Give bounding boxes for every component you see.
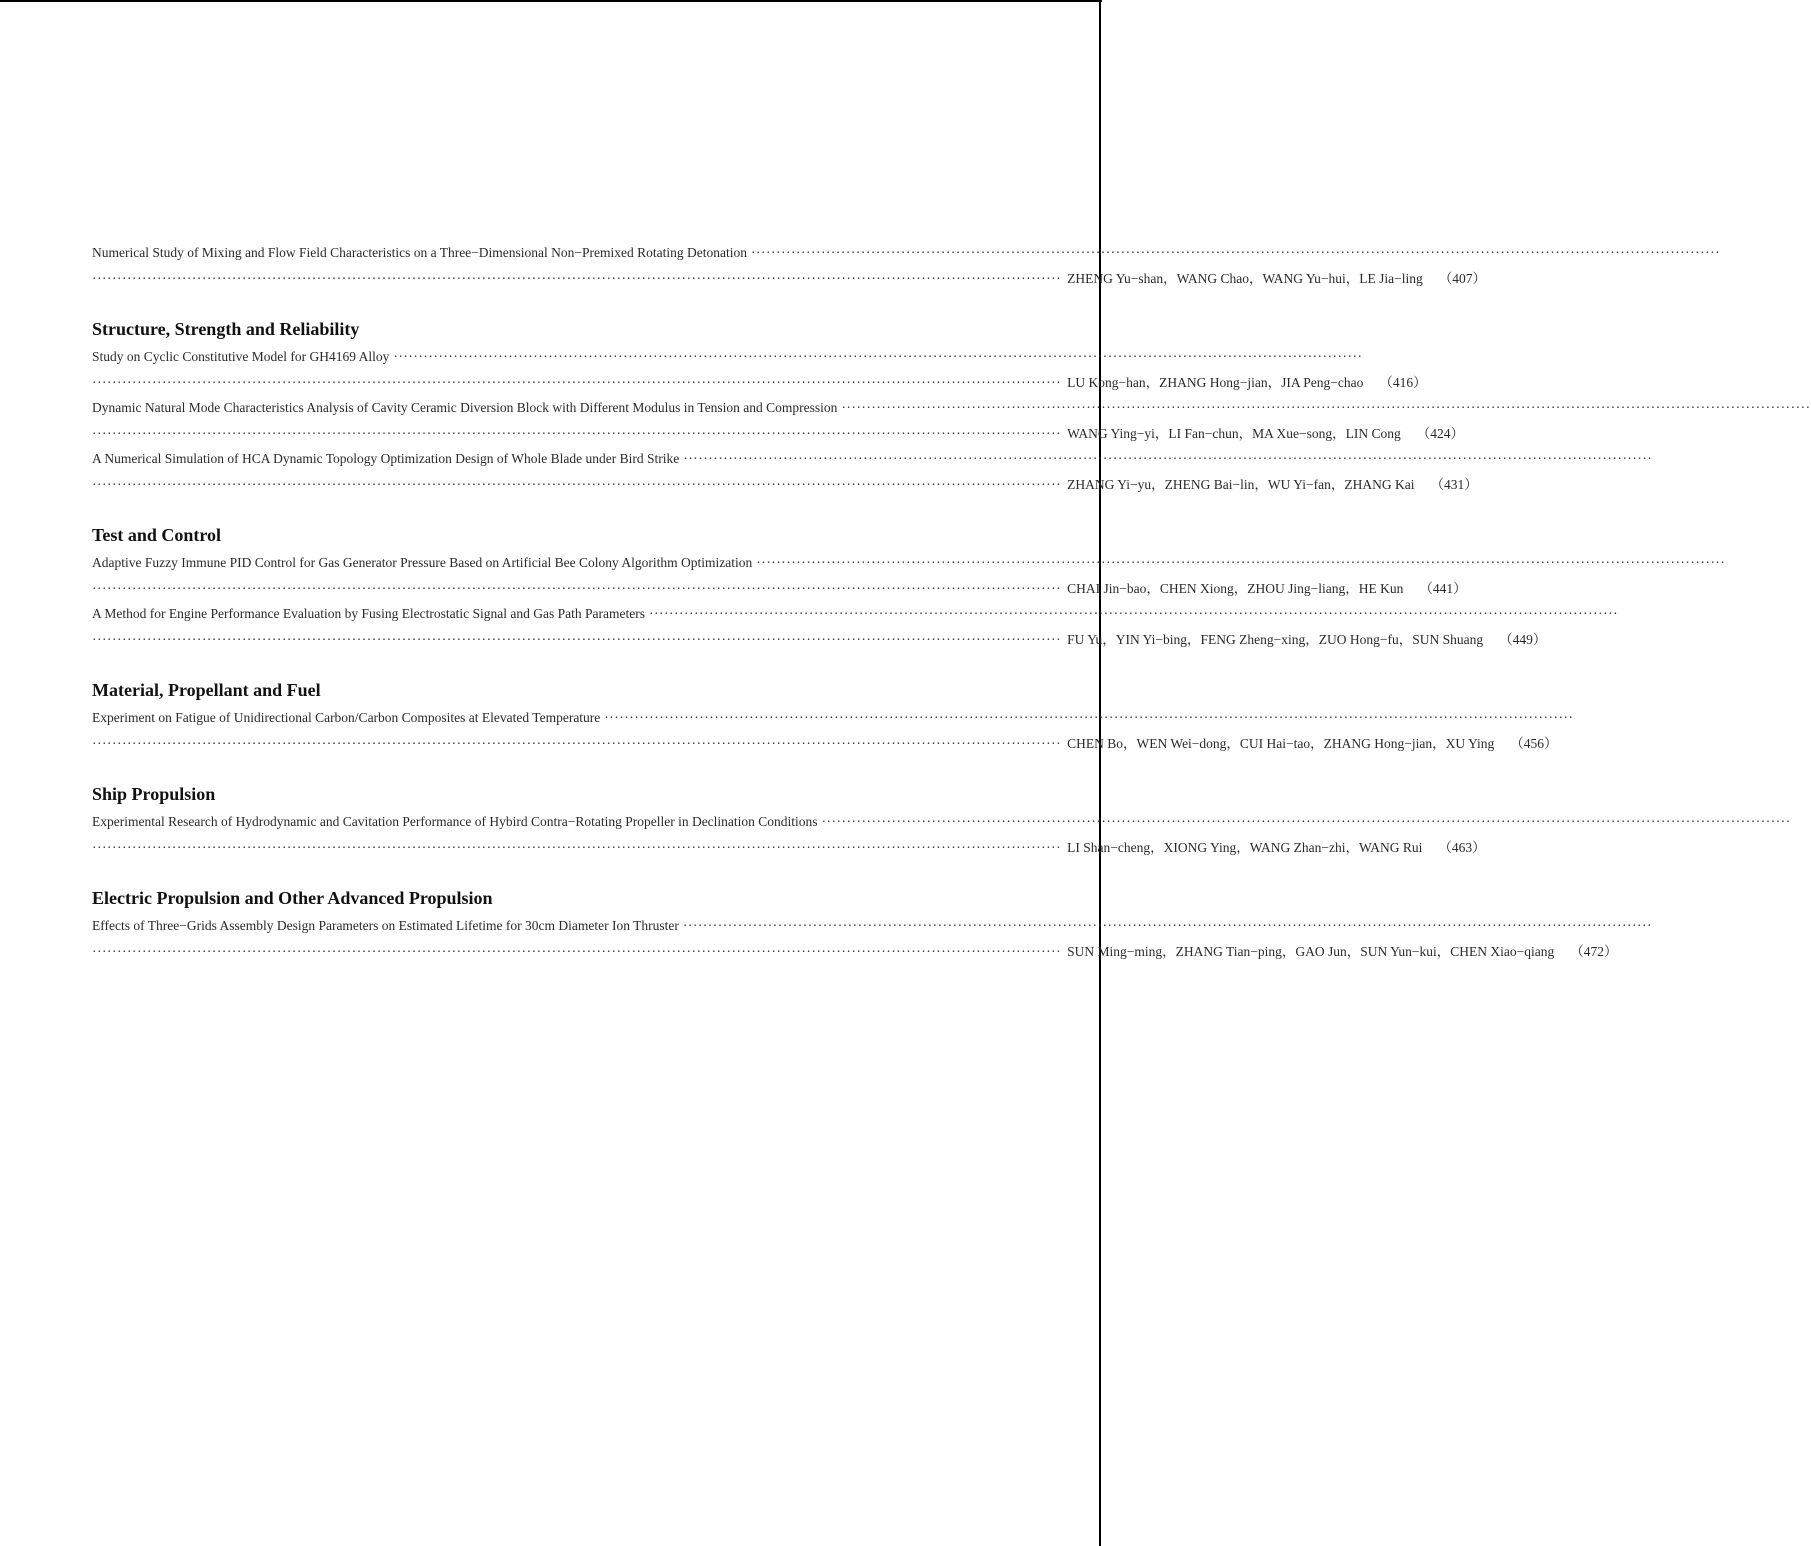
article-authors: WANG Ying−yi，LI Fan−chun，MA Xue−song，LIN Cong	[1067, 425, 1401, 441]
page-number: （407）	[1438, 270, 1486, 286]
leader-dots	[389, 344, 1362, 370]
leader-dots	[752, 550, 1725, 576]
toc-section	[92, 678, 1558, 756]
article-authors: ZHENG Yu−shan，WANG Chao，WANG Yu−hui，LE Jia−ling	[1067, 270, 1423, 286]
section-heading: Material, Propellant and Fuel	[92, 680, 321, 700]
leader-dots	[92, 472, 1061, 498]
page-number: （431）	[1430, 476, 1478, 492]
article-title[interactable]: Experimental Research of Hydrodynamic and Cavitation Performance of Hybird Contra−Rotating Propeller in Declination Conditions	[92, 814, 818, 829]
leader-dots	[600, 705, 1573, 731]
article-title[interactable]: Adaptive Fuzzy Immune PID Control for Gas Generator Pressure Based on Artificial Bee Colony Algorithm Optimization	[92, 555, 753, 570]
page-number: （472）	[1570, 943, 1618, 959]
toc-entry[interactable]	[92, 705, 1558, 756]
toc-entry[interactable]	[92, 809, 1486, 860]
article-title[interactable]: Effects of Three−Grids Assembly Design Parameters on Estimated Lifetime for 30cm Diameter Ion Thruster	[92, 918, 679, 933]
leader-dots	[818, 809, 1791, 835]
right-border	[1099, 0, 1101, 1546]
article-authors: SUN Ming−ming，ZHANG Tian−ping，GAO Jun，SUN Yun−kui，CHEN Xiao−qiang	[1067, 943, 1555, 959]
section-heading: Test and Control	[92, 525, 222, 545]
top-border	[0, 0, 1102, 2]
leader-dots	[92, 576, 1061, 602]
toc-entry[interactable]	[92, 913, 1618, 964]
leader-dots	[747, 240, 1720, 266]
toc-section	[92, 317, 1478, 497]
leader-dots	[92, 627, 1061, 653]
toc-entry[interactable]	[92, 446, 1478, 497]
leader-dots	[679, 446, 1652, 472]
section-heading: Structure, Strength and Reliability	[92, 319, 360, 339]
toc-entry[interactable]	[92, 550, 1467, 601]
toc-entry[interactable]	[92, 601, 1547, 652]
article-title[interactable]: A Numerical Simulation of HCA Dynamic Topology Optimization Design of Whole Blade under Bird Strike	[92, 451, 680, 466]
leader-dots	[837, 395, 1810, 421]
section-heading: Electric Propulsion and Other Advanced Propulsion	[92, 888, 493, 908]
toc-entry[interactable]	[92, 395, 1464, 446]
article-title[interactable]: Experiment on Fatigue of Unidirectional Carbon/Carbon Composites at Elevated Temperature	[92, 710, 601, 725]
toc-section	[92, 240, 1486, 291]
article-authors: FU Yu，YIN Yi−bing，FENG Zheng−xing，ZUO Hong−fu，SUN Shuang	[1067, 631, 1484, 647]
toc-section	[92, 782, 1486, 860]
leader-dots	[92, 939, 1061, 965]
page-number: （456）	[1510, 735, 1558, 751]
leader-dots	[92, 731, 1061, 757]
page-number: （441）	[1419, 580, 1467, 596]
leader-dots	[92, 835, 1061, 861]
article-authors: LU Kong−han，ZHANG Hong−jian，JIA Peng−chao	[1067, 374, 1364, 390]
article-title[interactable]: Numerical Study of Mixing and Flow Field Characteristics on a Three−Dimensional Non−Premixed Rotating Detonation	[92, 245, 747, 260]
page-number: （463）	[1438, 839, 1486, 855]
article-authors: ZHANG Yi−yu，ZHENG Bai−lin，WU Yi−fan，ZHANG Kai	[1067, 476, 1415, 492]
table-of-contents	[92, 240, 1618, 964]
article-title[interactable]: Dynamic Natural Mode Characteristics Analysis of Cavity Ceramic Diversion Block with Different Modulus in Tension and Compression	[92, 400, 838, 415]
article-authors: CHEN Bo，WEN Wei−dong，CUI Hai−tao，ZHANG Hong−jian，XU Ying	[1067, 735, 1495, 751]
leader-dots	[92, 421, 1061, 447]
leader-dots	[92, 266, 1061, 292]
page-number: （416）	[1379, 374, 1427, 390]
article-authors: LI Shan−cheng，XIONG Ying，WANG Zhan−zhi，WANG Rui	[1067, 839, 1423, 855]
section-heading: Ship Propulsion	[92, 784, 216, 804]
toc-entry[interactable]	[92, 240, 1486, 291]
leader-dots	[679, 913, 1652, 939]
page-number: （424）	[1416, 425, 1464, 441]
article-authors: CHAI Jin−bao，CHEN Xiong，ZHOU Jing−liang，HE Kun	[1067, 580, 1404, 596]
leader-dots	[645, 601, 1618, 627]
leader-dots	[92, 370, 1061, 396]
page-number: （449）	[1499, 631, 1547, 647]
article-title[interactable]: A Method for Engine Performance Evaluation by Fusing Electrostatic Signal and Gas Path Parameters	[92, 606, 645, 621]
toc-section	[92, 886, 1618, 964]
toc-entry[interactable]	[92, 344, 1427, 395]
toc-section	[92, 523, 1547, 652]
article-title[interactable]: Study on Cyclic Constitutive Model for GH4169 Alloy	[92, 349, 390, 364]
